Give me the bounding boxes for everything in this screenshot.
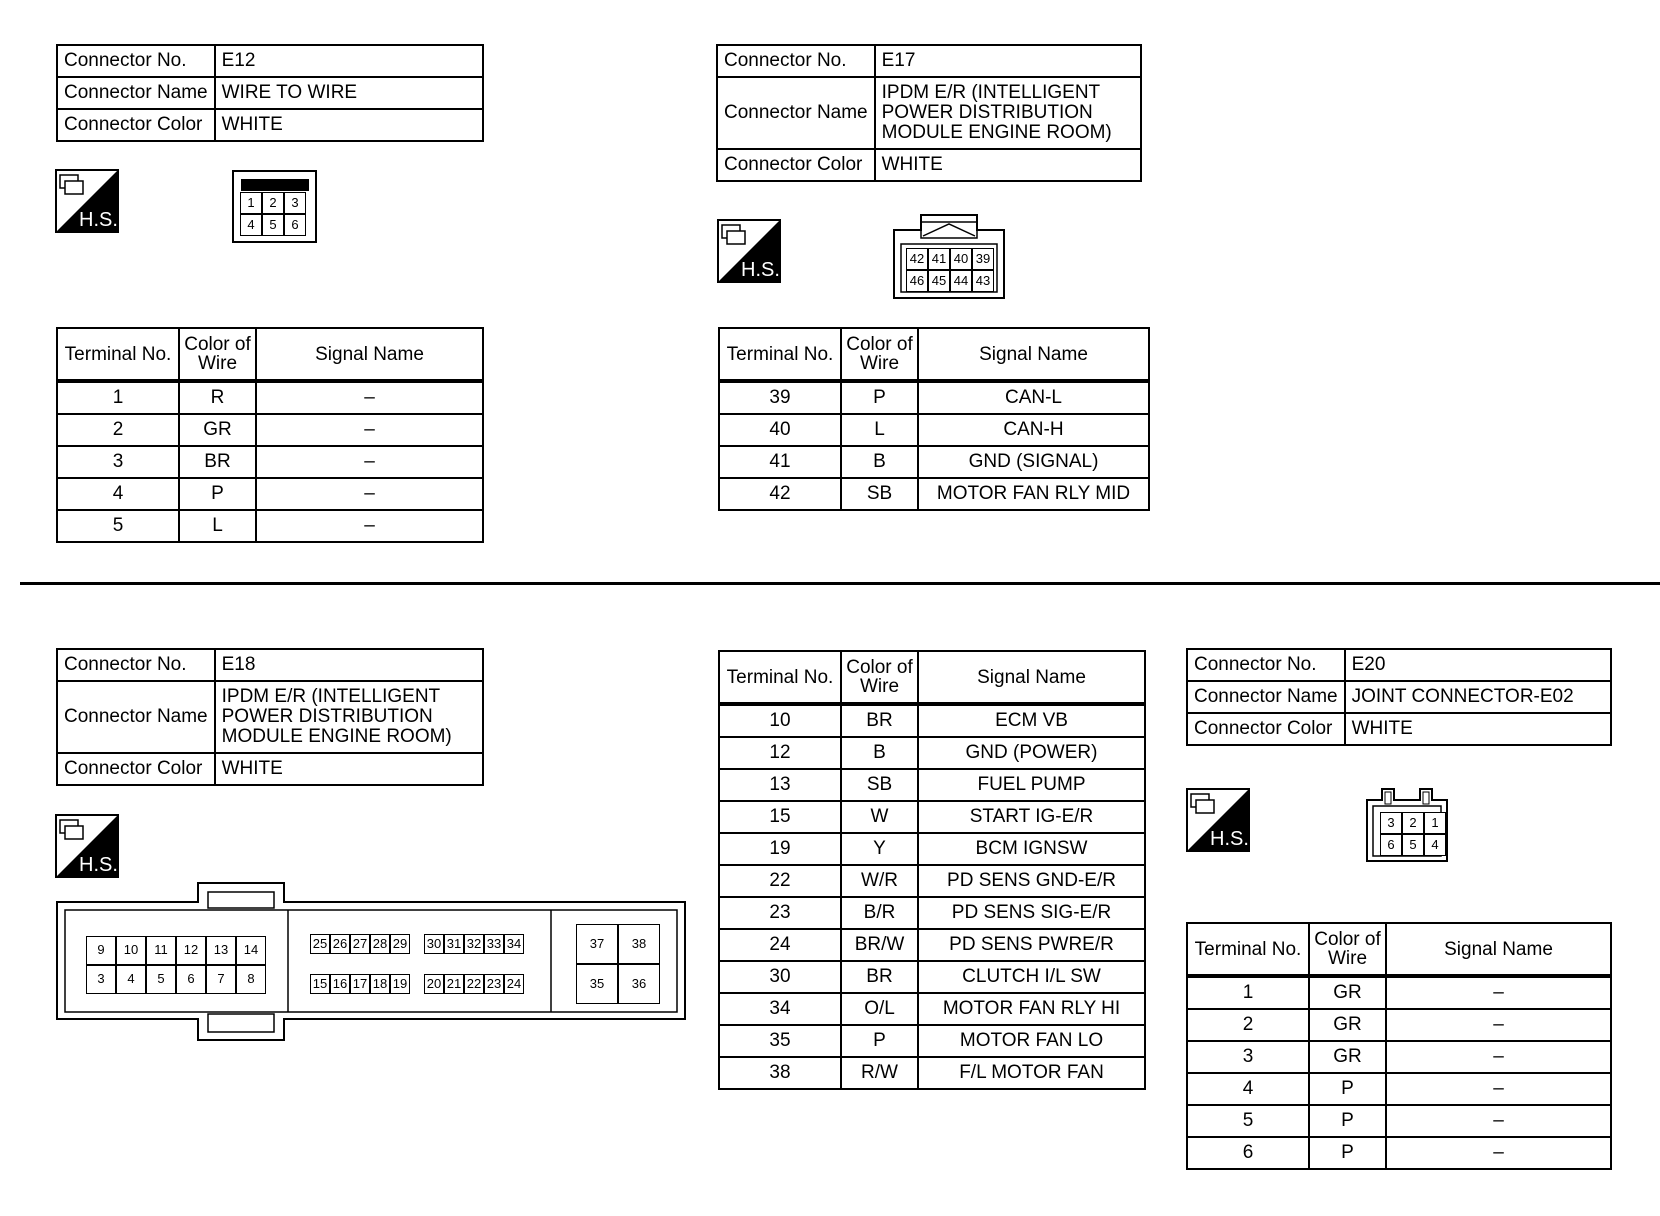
- terminal-no-header: Terminal No.: [1187, 923, 1309, 976]
- signal-name-header: Signal Name: [918, 651, 1145, 704]
- connector-pin: 25: [310, 934, 330, 954]
- e12-terminal-table: [56, 327, 484, 543]
- terminal-no-cell: 2: [1187, 1009, 1309, 1041]
- harness-side-icon: [55, 814, 119, 878]
- connector-no-label: Connector No.: [1187, 649, 1345, 681]
- wire-color-cell: BR/W: [841, 929, 918, 961]
- connector-pin: 40: [950, 248, 972, 270]
- connector-pin: 2: [262, 192, 284, 214]
- terminal-no-cell: 15: [719, 801, 841, 833]
- signal-name-cell: MOTOR FAN RLY MID: [918, 478, 1149, 510]
- connector-pin: 3: [86, 965, 116, 994]
- e12-info-table: [56, 44, 484, 142]
- table-row: [719, 446, 1149, 478]
- connector-pin: 32: [464, 934, 484, 954]
- connector-pin: 5: [262, 214, 284, 236]
- signal-name-header: Signal Name: [918, 328, 1149, 381]
- connector-pin: 21: [444, 974, 464, 994]
- connector-pin: 4: [116, 965, 146, 994]
- harness-side-icon: [1186, 788, 1250, 852]
- terminal-no-cell: 2: [57, 414, 179, 446]
- terminal-no-cell: 23: [719, 897, 841, 929]
- terminal-no-cell: 6: [1187, 1137, 1309, 1169]
- harness-side-icon: [717, 219, 781, 283]
- table-row: [719, 833, 1145, 865]
- e17-terminal-table: [718, 327, 1150, 511]
- wire-color-cell: P: [1309, 1105, 1386, 1137]
- connector-no-label: Connector No.: [57, 649, 215, 681]
- e17-info-table: [716, 44, 1142, 182]
- color-of-wire-header: Color of Wire: [179, 328, 256, 381]
- wire-color-cell: P: [1309, 1137, 1386, 1169]
- section-divider: [20, 582, 1660, 585]
- hs-label: H.S.: [741, 259, 780, 281]
- wire-color-cell: SB: [841, 478, 918, 510]
- connector-pin: 5: [146, 965, 176, 994]
- terminal-no-cell: 30: [719, 961, 841, 993]
- terminal-no-cell: 42: [719, 478, 841, 510]
- color-of-wire-header: Color of Wire: [1309, 923, 1386, 976]
- signal-name-cell: –: [1386, 1105, 1611, 1137]
- wire-color-cell: B: [841, 737, 918, 769]
- connector-pin: 19: [390, 974, 410, 994]
- connector-color-value: WHITE: [215, 753, 483, 785]
- e18-info-table: [56, 648, 484, 786]
- connector-pin: 45: [928, 270, 950, 292]
- terminal-no-cell: 3: [57, 446, 179, 478]
- hs-label: H.S.: [79, 209, 118, 231]
- terminal-no-cell: 5: [1187, 1105, 1309, 1137]
- terminal-no-header: Terminal No.: [57, 328, 179, 381]
- connector-pin: 10: [116, 936, 146, 965]
- connector-pin: 18: [370, 974, 390, 994]
- connector-pin: 11: [146, 936, 176, 965]
- color-of-wire-header: Color of Wire: [841, 651, 918, 704]
- hs-label: H.S.: [79, 854, 118, 876]
- connector-color-value: WHITE: [875, 149, 1141, 181]
- connector-name-label: Connector Name: [717, 77, 875, 149]
- wire-color-cell: L: [841, 414, 918, 446]
- harness-side-icon: [55, 169, 119, 233]
- connector-color-label: Connector Color: [1187, 713, 1345, 745]
- signal-name-header: Signal Name: [1386, 923, 1611, 976]
- terminal-no-cell: 4: [57, 478, 179, 510]
- wire-color-cell: BR: [179, 446, 256, 478]
- table-row: [719, 993, 1145, 1025]
- connector-pin: 5: [1402, 834, 1424, 856]
- signal-name-cell: CAN-H: [918, 414, 1149, 446]
- connector-pin: 6: [176, 965, 206, 994]
- connector-color-label: Connector Color: [717, 149, 875, 181]
- connector-pin: 31: [444, 934, 464, 954]
- wire-color-cell: P: [1309, 1073, 1386, 1105]
- connector-pin: 9: [86, 936, 116, 965]
- signal-name-cell: –: [1386, 1009, 1611, 1041]
- table-row: [719, 961, 1145, 993]
- connector-name-value: WIRE TO WIRE: [215, 77, 483, 109]
- table-row: [57, 478, 483, 510]
- connector-pin: 46: [906, 270, 928, 292]
- signal-name-cell: MOTOR FAN LO: [918, 1025, 1145, 1057]
- wire-color-cell: BR: [841, 704, 918, 737]
- table-row: [57, 414, 483, 446]
- connector-pin: 39: [972, 248, 994, 270]
- signal-name-cell: –: [256, 381, 483, 414]
- connector-pin: 37: [576, 924, 618, 964]
- signal-name-cell: CLUTCH I/L SW: [918, 961, 1145, 993]
- terminal-no-cell: 41: [719, 446, 841, 478]
- signal-name-header: Signal Name: [256, 328, 483, 381]
- connector-pin: 24: [504, 974, 524, 994]
- signal-name-cell: MOTOR FAN RLY HI: [918, 993, 1145, 1025]
- connector-pin: 34: [504, 934, 524, 954]
- connector-pin: 6: [284, 214, 306, 236]
- signal-name-cell: ECM VB: [918, 704, 1145, 737]
- table-row: [57, 446, 483, 478]
- terminal-no-cell: 3: [1187, 1041, 1309, 1073]
- signal-name-cell: GND (POWER): [918, 737, 1145, 769]
- connector-color-label: Connector Color: [57, 753, 215, 785]
- terminal-no-cell: 12: [719, 737, 841, 769]
- wire-color-cell: W/R: [841, 865, 918, 897]
- table-row: [57, 510, 483, 542]
- connector-pin: 36: [618, 964, 660, 1004]
- terminal-no-cell: 4: [1187, 1073, 1309, 1105]
- signal-name-cell: –: [1386, 976, 1611, 1009]
- signal-name-cell: CAN-L: [918, 381, 1149, 414]
- hs-label: H.S.: [1210, 828, 1249, 850]
- terminal-no-cell: 13: [719, 769, 841, 801]
- connector-pin: 38: [618, 924, 660, 964]
- wire-color-cell: P: [179, 478, 256, 510]
- signal-name-cell: –: [256, 414, 483, 446]
- wire-color-cell: SB: [841, 769, 918, 801]
- table-row: [719, 801, 1145, 833]
- connector-pin: 13: [206, 936, 236, 965]
- table-row: [719, 1025, 1145, 1057]
- table-row: [719, 769, 1145, 801]
- table-row: [1187, 1137, 1611, 1169]
- connector-name-label: Connector Name: [1187, 681, 1345, 713]
- connector-pin: 3: [284, 192, 306, 214]
- table-row: [719, 414, 1149, 446]
- wire-color-cell: GR: [1309, 976, 1386, 1009]
- wire-color-cell: R: [179, 381, 256, 414]
- signal-name-cell: –: [256, 510, 483, 542]
- wire-color-cell: B/R: [841, 897, 918, 929]
- connector-name-label: Connector Name: [57, 681, 215, 753]
- terminal-no-cell: 38: [719, 1057, 841, 1089]
- connector-pin: 12: [176, 936, 206, 965]
- terminal-no-cell: 5: [57, 510, 179, 542]
- wire-color-cell: GR: [179, 414, 256, 446]
- terminal-no-cell: 40: [719, 414, 841, 446]
- table-row: [719, 737, 1145, 769]
- connector-pin: 8: [236, 965, 266, 994]
- signal-name-cell: PD SENS GND-E/R: [918, 865, 1145, 897]
- table-row: [1187, 1105, 1611, 1137]
- connector-pin: 4: [1424, 834, 1446, 856]
- wire-color-cell: P: [841, 381, 918, 414]
- e18-terminal-table: [718, 650, 1146, 1090]
- connector-no-value: E12: [215, 45, 483, 77]
- terminal-no-cell: 1: [1187, 976, 1309, 1009]
- connector-pin: 35: [576, 964, 618, 1004]
- table-row: [1187, 1073, 1611, 1105]
- terminal-no-cell: 1: [57, 381, 179, 414]
- connector-no-label: Connector No.: [57, 45, 215, 77]
- wire-color-cell: O/L: [841, 993, 918, 1025]
- connector-pin: 3: [1380, 812, 1402, 834]
- table-row: [719, 897, 1145, 929]
- terminal-no-cell: 34: [719, 993, 841, 1025]
- signal-name-cell: –: [256, 478, 483, 510]
- wire-color-cell: BR: [841, 961, 918, 993]
- wire-color-cell: W: [841, 801, 918, 833]
- signal-name-cell: F/L MOTOR FAN: [918, 1057, 1145, 1089]
- terminal-no-header: Terminal No.: [719, 328, 841, 381]
- connector-no-value: E18: [215, 649, 483, 681]
- terminal-no-cell: 22: [719, 865, 841, 897]
- table-row: [1187, 1009, 1611, 1041]
- connector-pin: 1: [240, 192, 262, 214]
- connector-pin: 44: [950, 270, 972, 292]
- connector-no-label: Connector No.: [717, 45, 875, 77]
- wire-color-cell: P: [841, 1025, 918, 1057]
- connector-color-value: WHITE: [1345, 713, 1611, 745]
- connector-pin: 28: [370, 934, 390, 954]
- signal-name-cell: START IG-E/R: [918, 801, 1145, 833]
- connector-name-value: IPDM E/R (INTELLIGENT POWER DISTRIBUTION MODULE ENGINE ROOM): [215, 681, 483, 753]
- table-row: [1187, 976, 1611, 1009]
- e20-info-table: [1186, 648, 1612, 746]
- wire-color-cell: Y: [841, 833, 918, 865]
- wire-color-cell: B: [841, 446, 918, 478]
- table-row: [719, 381, 1149, 414]
- connector-color-value: WHITE: [215, 109, 483, 141]
- table-row: [719, 929, 1145, 961]
- signal-name-cell: –: [256, 446, 483, 478]
- connector-pin: 42: [906, 248, 928, 270]
- connector-pin: 16: [330, 974, 350, 994]
- e20-terminal-table: [1186, 922, 1612, 1170]
- table-row: [57, 381, 483, 414]
- connector-pin: 4: [240, 214, 262, 236]
- signal-name-cell: PD SENS SIG-E/R: [918, 897, 1145, 929]
- connector-pin: 29: [390, 934, 410, 954]
- table-row: [719, 865, 1145, 897]
- connector-pin: 27: [350, 934, 370, 954]
- connector-no-value: E20: [1345, 649, 1611, 681]
- connector-pin: 33: [484, 934, 504, 954]
- connector-pin: 22: [464, 974, 484, 994]
- connector-pin: 15: [310, 974, 330, 994]
- table-row: [719, 704, 1145, 737]
- signal-name-cell: BCM IGNSW: [918, 833, 1145, 865]
- wire-color-cell: L: [179, 510, 256, 542]
- signal-name-cell: PD SENS PWRE/R: [918, 929, 1145, 961]
- signal-name-cell: FUEL PUMP: [918, 769, 1145, 801]
- wire-color-cell: GR: [1309, 1009, 1386, 1041]
- terminal-no-cell: 24: [719, 929, 841, 961]
- terminal-no-cell: 19: [719, 833, 841, 865]
- signal-name-cell: –: [1386, 1073, 1611, 1105]
- connector-pin: 23: [484, 974, 504, 994]
- connector-no-value: E17: [875, 45, 1141, 77]
- wire-color-cell: GR: [1309, 1041, 1386, 1073]
- table-row: [719, 478, 1149, 510]
- connector-pin: 6: [1380, 834, 1402, 856]
- color-of-wire-header: Color of Wire: [841, 328, 918, 381]
- connector-name-label: Connector Name: [57, 77, 215, 109]
- connector-pin: 1: [1424, 812, 1446, 834]
- connector-color-label: Connector Color: [57, 109, 215, 141]
- terminal-no-header: Terminal No.: [719, 651, 841, 704]
- terminal-no-cell: 10: [719, 704, 841, 737]
- signal-name-cell: –: [1386, 1137, 1611, 1169]
- connector-pin: 17: [350, 974, 370, 994]
- connector-pin: 7: [206, 965, 236, 994]
- connector-pin: 43: [972, 270, 994, 292]
- connector-pin: 20: [424, 974, 444, 994]
- signal-name-cell: –: [1386, 1041, 1611, 1073]
- signal-name-cell: GND (SIGNAL): [918, 446, 1149, 478]
- connector-name-value: JOINT CONNECTOR-E02: [1345, 681, 1611, 713]
- table-row: [719, 1057, 1145, 1089]
- terminal-no-cell: 39: [719, 381, 841, 414]
- connector-pin: 2: [1402, 812, 1424, 834]
- wire-color-cell: R/W: [841, 1057, 918, 1089]
- connector-pin: 14: [236, 936, 266, 965]
- connector-pin: 26: [330, 934, 350, 954]
- table-row: [1187, 1041, 1611, 1073]
- connector-name-value: IPDM E/R (INTELLIGENT POWER DISTRIBUTION MODULE ENGINE ROOM): [875, 77, 1141, 149]
- connector-pin: 41: [928, 248, 950, 270]
- terminal-no-cell: 35: [719, 1025, 841, 1057]
- connector-pin: 30: [424, 934, 444, 954]
